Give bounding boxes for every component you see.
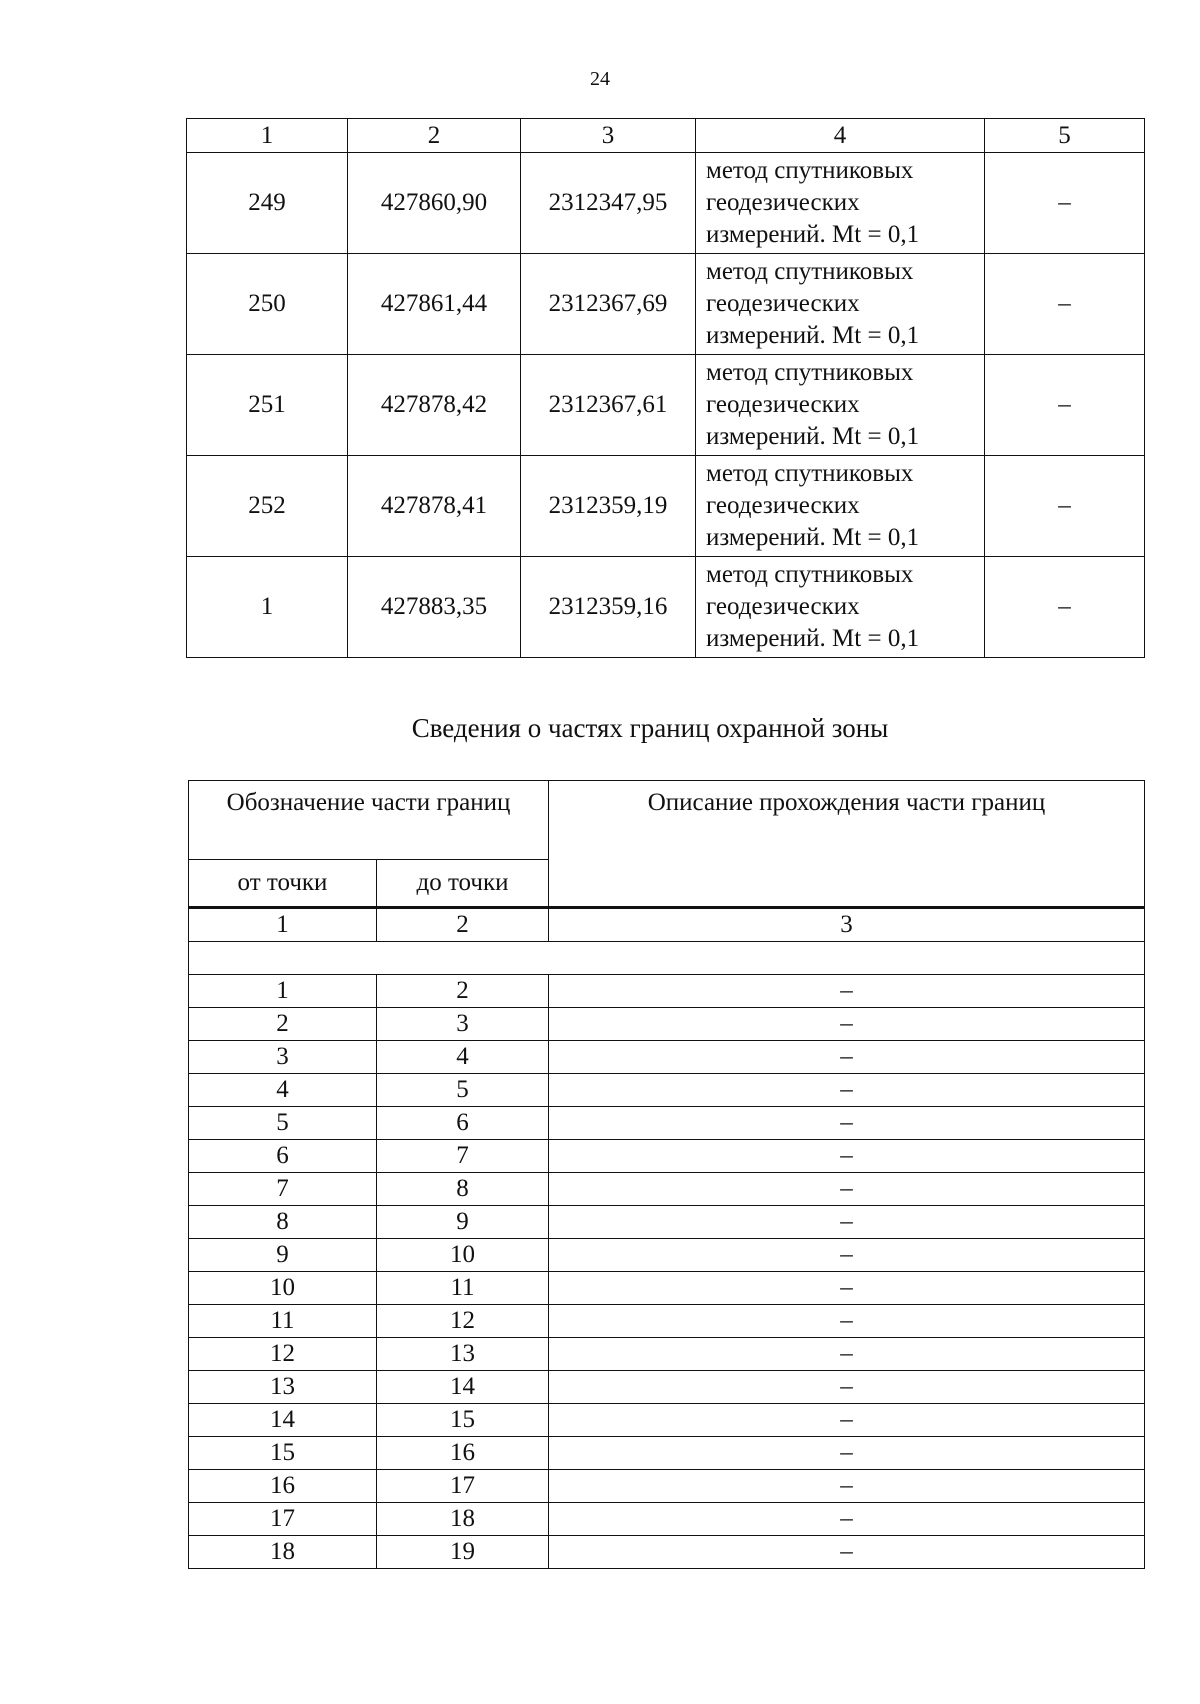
description-cell: – bbox=[549, 975, 1145, 1008]
method-line: метод спутниковых bbox=[706, 157, 914, 184]
method-line: измерений. Mt = 0,1 bbox=[706, 423, 920, 450]
table-row bbox=[189, 1074, 1145, 1107]
table-row bbox=[189, 1404, 1145, 1437]
table-row bbox=[189, 1470, 1145, 1503]
method-line: геодезических bbox=[706, 189, 860, 216]
method-line: измерений. Mt = 0,1 bbox=[706, 322, 920, 349]
x-coordinate-cell: 427878,41 bbox=[348, 456, 521, 557]
table-row bbox=[189, 1008, 1145, 1041]
point-number-cell: 252 bbox=[187, 456, 348, 557]
x-coordinate-cell: 427861,44 bbox=[348, 254, 521, 355]
description-cell: – bbox=[549, 1536, 1145, 1569]
table-row bbox=[189, 1041, 1145, 1074]
from-point-cell: 9 bbox=[189, 1239, 377, 1272]
description-cell: – bbox=[549, 1206, 1145, 1239]
method-line: измерений. Mt = 0,1 bbox=[706, 524, 920, 551]
to-point-cell: 3 bbox=[377, 1008, 549, 1041]
method-cell bbox=[696, 355, 985, 456]
table-row bbox=[189, 975, 1145, 1008]
note-cell: – bbox=[985, 355, 1145, 456]
coordinates-table bbox=[186, 118, 1145, 658]
from-point-cell: 8 bbox=[189, 1206, 377, 1239]
from-point-header: от точки bbox=[189, 860, 377, 908]
method-line: геодезических bbox=[706, 492, 860, 519]
to-point-cell: 12 bbox=[377, 1305, 549, 1338]
note-cell: – bbox=[985, 254, 1145, 355]
description-cell: – bbox=[549, 1140, 1145, 1173]
description-cell: – bbox=[549, 1008, 1145, 1041]
table-row bbox=[189, 1173, 1145, 1206]
table-row bbox=[189, 1503, 1145, 1536]
table-row bbox=[189, 1272, 1145, 1305]
y-coordinate-cell: 2312359,19 bbox=[521, 456, 696, 557]
table-row bbox=[189, 1206, 1145, 1239]
y-coordinate-cell: 2312367,69 bbox=[521, 254, 696, 355]
column-number: 3 bbox=[521, 119, 696, 153]
to-point-cell: 13 bbox=[377, 1338, 549, 1371]
from-point-cell: 17 bbox=[189, 1503, 377, 1536]
method-cell bbox=[696, 254, 985, 355]
y-coordinate-cell: 2312359,16 bbox=[521, 557, 696, 658]
to-point-cell: 18 bbox=[377, 1503, 549, 1536]
note-cell: – bbox=[985, 456, 1145, 557]
table-row bbox=[187, 254, 1145, 355]
from-point-cell: 12 bbox=[189, 1338, 377, 1371]
description-cell: – bbox=[549, 1437, 1145, 1470]
x-coordinate-cell: 427883,35 bbox=[348, 557, 521, 658]
column-number: 2 bbox=[348, 119, 521, 153]
from-point-cell: 10 bbox=[189, 1272, 377, 1305]
to-point-header: до точки bbox=[377, 860, 549, 908]
table-row bbox=[189, 1239, 1145, 1272]
from-point-cell: 11 bbox=[189, 1305, 377, 1338]
table-row bbox=[187, 355, 1145, 456]
point-number-cell: 1 bbox=[187, 557, 348, 658]
blank-row bbox=[189, 942, 1145, 975]
to-point-cell: 11 bbox=[377, 1272, 549, 1305]
description-cell: – bbox=[549, 1173, 1145, 1206]
column-number: 3 bbox=[549, 908, 1145, 942]
table-row bbox=[189, 1140, 1145, 1173]
to-point-cell: 7 bbox=[377, 1140, 549, 1173]
section-title: Сведения о частях границ охранной зоны bbox=[411, 713, 889, 743]
to-point-cell: 14 bbox=[377, 1371, 549, 1404]
description-cell: – bbox=[549, 1470, 1145, 1503]
description-cell: – bbox=[549, 1272, 1145, 1305]
to-point-cell: 10 bbox=[377, 1239, 549, 1272]
description-cell: – bbox=[549, 1404, 1145, 1437]
from-point-cell: 2 bbox=[189, 1008, 377, 1041]
method-line: измерений. Mt = 0,1 bbox=[706, 221, 920, 248]
method-line: геодезических bbox=[706, 391, 860, 418]
description-header: Описание прохождения части границ bbox=[549, 781, 1145, 908]
from-point-cell: 13 bbox=[189, 1371, 377, 1404]
to-point-cell: 19 bbox=[377, 1536, 549, 1569]
to-point-cell: 15 bbox=[377, 1404, 549, 1437]
table-row bbox=[189, 1371, 1145, 1404]
to-point-cell: 8 bbox=[377, 1173, 549, 1206]
from-point-cell: 7 bbox=[189, 1173, 377, 1206]
description-cell: – bbox=[549, 1074, 1145, 1107]
method-cell bbox=[696, 153, 985, 254]
to-point-cell: 5 bbox=[377, 1074, 549, 1107]
blank-cell bbox=[189, 942, 1145, 975]
point-number-cell: 249 bbox=[187, 153, 348, 254]
from-point-cell: 3 bbox=[189, 1041, 377, 1074]
column-number: 4 bbox=[696, 119, 985, 153]
table-row bbox=[189, 1107, 1145, 1140]
column-numbers-row bbox=[189, 908, 1145, 942]
from-point-cell: 4 bbox=[189, 1074, 377, 1107]
table-header-row bbox=[187, 119, 1145, 153]
description-cell: – bbox=[549, 1371, 1145, 1404]
column-number: 5 bbox=[985, 119, 1145, 153]
page-number: 24 bbox=[590, 68, 610, 90]
method-line: измерений. Mt = 0,1 bbox=[706, 625, 920, 652]
description-cell: – bbox=[549, 1107, 1145, 1140]
method-line: геодезических bbox=[706, 290, 860, 317]
from-point-cell: 14 bbox=[189, 1404, 377, 1437]
table-row bbox=[187, 557, 1145, 658]
table-row bbox=[187, 456, 1145, 557]
description-cell: – bbox=[549, 1338, 1145, 1371]
to-point-cell: 16 bbox=[377, 1437, 549, 1470]
from-point-cell: 1 bbox=[189, 975, 377, 1008]
x-coordinate-cell: 427878,42 bbox=[348, 355, 521, 456]
method-line: метод спутниковых bbox=[706, 460, 914, 487]
note-cell: – bbox=[985, 557, 1145, 658]
y-coordinate-cell: 2312367,61 bbox=[521, 355, 696, 456]
method-cell bbox=[696, 456, 985, 557]
column-number: 2 bbox=[377, 908, 549, 942]
note-cell: – bbox=[985, 153, 1145, 254]
x-coordinate-cell: 427860,90 bbox=[348, 153, 521, 254]
from-point-cell: 18 bbox=[189, 1536, 377, 1569]
method-cell bbox=[696, 557, 985, 658]
table-row bbox=[189, 1536, 1145, 1569]
to-point-cell: 6 bbox=[377, 1107, 549, 1140]
description-cell: – bbox=[549, 1239, 1145, 1272]
table-row bbox=[189, 1305, 1145, 1338]
to-point-cell: 2 bbox=[377, 975, 549, 1008]
from-point-cell: 15 bbox=[189, 1437, 377, 1470]
from-point-cell: 6 bbox=[189, 1140, 377, 1173]
y-coordinate-cell: 2312347,95 bbox=[521, 153, 696, 254]
column-number: 1 bbox=[187, 119, 348, 153]
description-cell: – bbox=[549, 1041, 1145, 1074]
method-line: метод спутниковых bbox=[706, 561, 914, 588]
table-header-row bbox=[189, 781, 1145, 860]
from-point-cell: 5 bbox=[189, 1107, 377, 1140]
to-point-cell: 9 bbox=[377, 1206, 549, 1239]
method-line: геодезических bbox=[706, 593, 860, 620]
method-line: метод спутниковых bbox=[706, 359, 914, 386]
boundary-parts-table bbox=[188, 780, 1145, 1569]
from-point-cell: 16 bbox=[189, 1470, 377, 1503]
to-point-cell: 4 bbox=[377, 1041, 549, 1074]
method-line: метод спутниковых bbox=[706, 258, 914, 285]
point-number-cell: 250 bbox=[187, 254, 348, 355]
designation-header: Обозначение части границ bbox=[189, 781, 549, 860]
table-row bbox=[189, 1338, 1145, 1371]
to-point-cell: 17 bbox=[377, 1470, 549, 1503]
point-number-cell: 251 bbox=[187, 355, 348, 456]
table-row bbox=[187, 153, 1145, 254]
table-row bbox=[189, 1437, 1145, 1470]
column-number: 1 bbox=[189, 908, 377, 942]
description-cell: – bbox=[549, 1503, 1145, 1536]
description-cell: – bbox=[549, 1305, 1145, 1338]
